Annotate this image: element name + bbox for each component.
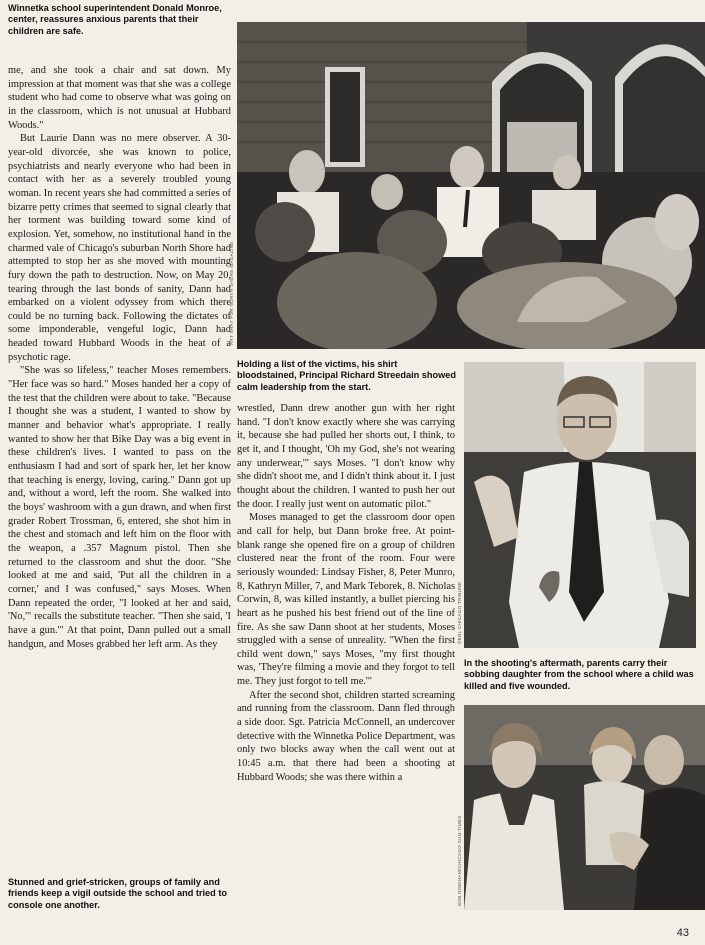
photo-principal bbox=[464, 362, 696, 648]
photo-crowd-superintendent bbox=[237, 22, 705, 349]
article-column-1 bbox=[8, 64, 231, 864]
photo-credit-middle: ©ERL CHICAGO TRIBUNE bbox=[457, 581, 462, 644]
caption-top: Winnetka school superintendent Donald Monroe, center, reassures anxious parents that their children are safe. bbox=[8, 3, 222, 36]
photo-credit-bottom: BOB RINGHAM/CHICAGO SUN-TIMES bbox=[457, 815, 462, 906]
photo-credit-top: ART SHAY FOR NORTH SHORE MAGAZINE bbox=[229, 241, 234, 345]
caption-bottom: Stunned and grief-stricken, groups of family and friends keep a vigil outside the school and tried to console one another. bbox=[8, 877, 228, 910]
caption-right: In the shooting's aftermath, parents carry their sobbing daughter from the school where a child was killed and five wounded. bbox=[464, 658, 694, 691]
paragraph: After the second shot, children started screaming and running from the classroom. Dann fled through a side door. Sgt. Patricia McConnell, an undercover detective with the Winnetka Police Department, was only two blocks away when the call went out at 10:45 a.m. that there had been a shooting at Hubbard Woods; she was there within a bbox=[237, 689, 455, 783]
paragraph: wrestled, Dann drew another gun with her right hand. "I don't know exactly where she was carrying it, because she had pulled her shorts out, I think, to get it, and I thought, 'Oh my God, she's not wearing any underwear,'" says Moses. "I don't know why she didn't shoot me, and I didn't think about it. I just thought about the children. I wanted to push her out the door. I really just went on automatic pilot." bbox=[237, 403, 455, 510]
page-number: 43 bbox=[676, 927, 689, 939]
article-column-2 bbox=[237, 402, 455, 912]
paragraph: me, and she took a chair and sat down. My impression at that moment was that she was a college student who had come to observe what was going on in the classroom, which is not unusual at Hubbard Woods." bbox=[8, 65, 231, 131]
photo-parents-child bbox=[464, 705, 705, 910]
paragraph: Moses managed to get the classroom door open and call for help, but Dann broke free. At point-blank range she opened fire on a group of children clustered near the front of the room. Four were seriously wounded: Lindsay Fisher, 8, Peter Munro, 8, Kathryn Miller, 7, and Mark Teborek, 8. Nicholas Corwin, 8, was killed instantly, a bullet piercing his heart as he pushed his best friend out of the line of fire. As she saw Dann shoot at her students, Moses struggled with a sense of unreality. "When the first child went down," says Moses, "my first thought was, 'They're filming a movie and they forgot to tell me. They just forgot to tell me.'" bbox=[237, 512, 455, 688]
paragraph: "She was so lifeless," teacher Moses remembers. "Her face was so hard." Moses handed her a copy of the test that the children were about to take. "Because I thought she was a student, I wanted to show by manner and behavior what's appropriate. I really wanted to show her that Bike Day was a big event in these children's lives. I wanted to pass on the enthusiasm I had and sort of spark her, let her know that teaching is energy, loving, caring." Dann got up and, without a word, left the room. She walked into the boys' washroom with a gun drawn, and when first grader Robert Trossman, 6, entered, she shot him in the chest and stomach and left him on the floor with the weapon, a .357 Magnum pistol. Then she returned to the classroom and shut the door. "She looked at me and said, 'Put all the children in a corner,' and I was confused," says Moses. When Dann repeated the order, "I looked at her and said, 'No,'" recalls the substitute teacher. "Then she said, 'I have a gun.'" At that point, Dann pulled out a small handgun, and Moses grabbed her left arm. As they bbox=[8, 365, 231, 650]
paragraph: But Laurie Dann was no mere observer. A 30-year-old divorcée, she was known to police, psychiatrists and nearly everyone who had been in contact with her as a severely troubled young woman. In recent years she had committed a series of bizarre petty crimes that seemed to signal clearly that her torment was building toward some kind of explosion. Yet, somehow, no institutional hand in the charmed vale of Chicago's suburban North Shore had attempted to stop her as she moved with mounting fury down the path to destruction. Now, on May 20, tearing through the last bonds of sanity, Dann had embarked on a violent odyssey from which there could be no turning back. Following the dictates of some imponderable, vengeful logic, Dann had headed toward Hubbard Woods in the heat of a psychotic rage. bbox=[8, 133, 231, 363]
caption-middle: Holding a list of the victims, his shirt bloodstained, Principal Richard Streedain showed calm leadership from the start. bbox=[237, 359, 457, 392]
